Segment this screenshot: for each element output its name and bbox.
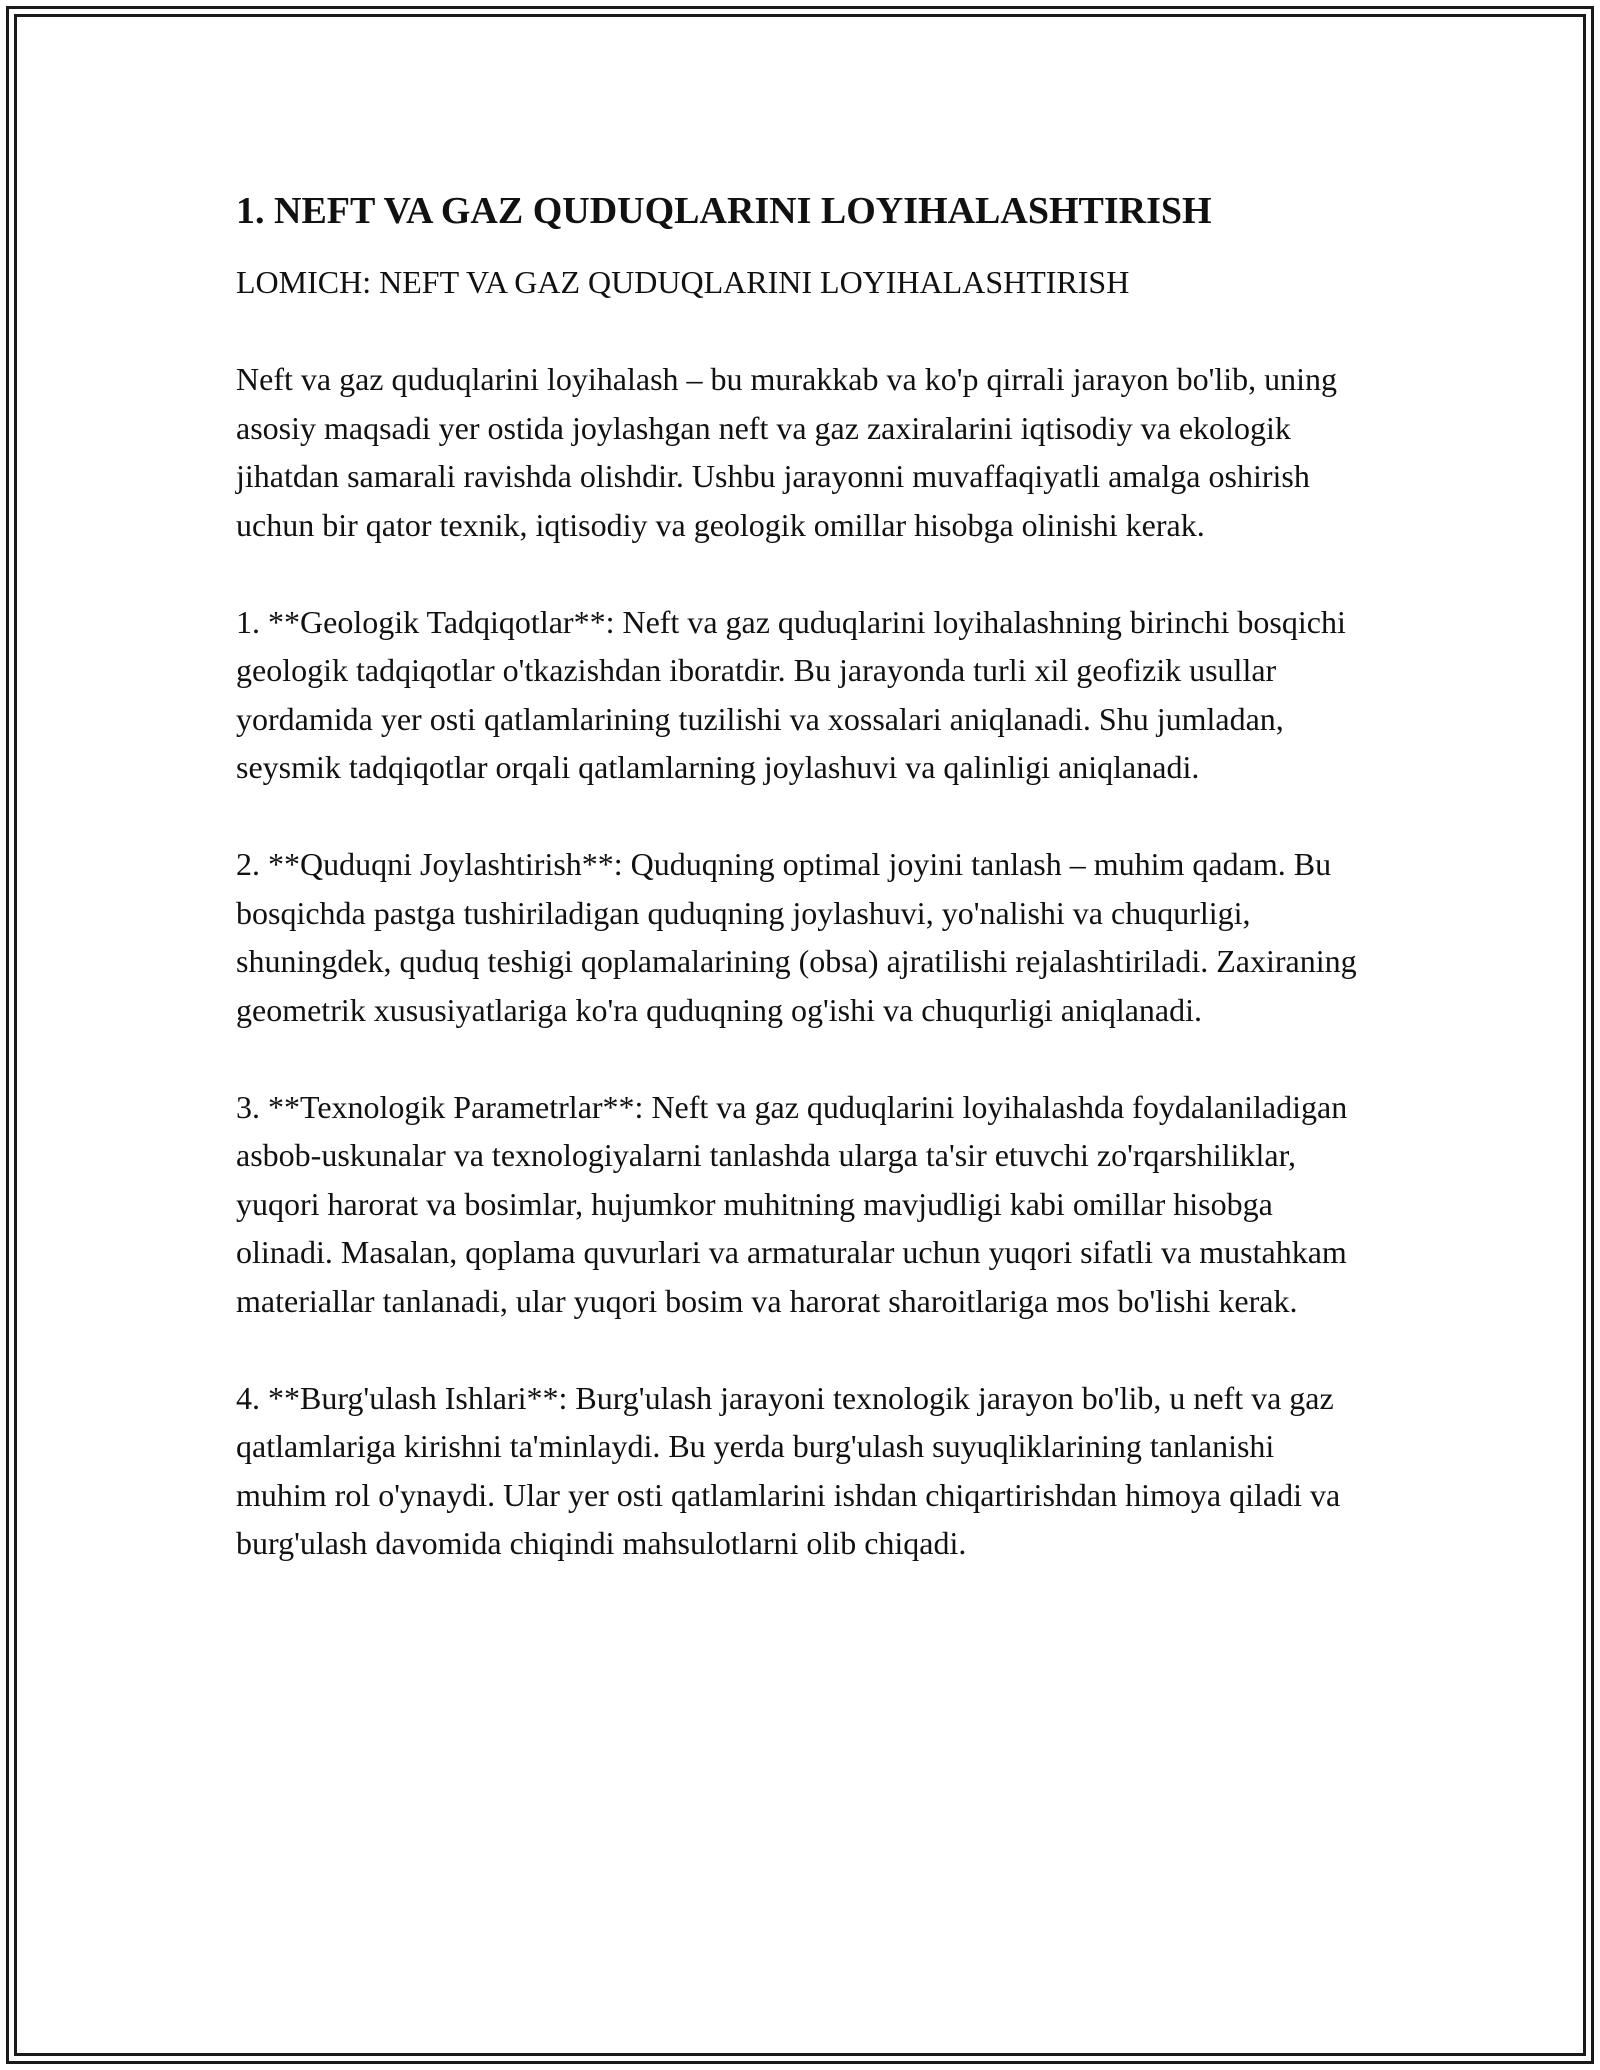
paragraph-burgulash-ishlari: 4. **Burg'ulash Ishlari**: Burg'ulash jarayoni texnologik jarayon bo'lib, u neft va gaz qatlamlariga kirishni ta'minlaydi. Bu yerda burg'ulash suyuqliklarining tanlanishi muhim rol o'ynaydi. Ular yer osti qatlamlarini ishdan chiqartirishdan himoya qiladi va burg'ulash davomida chiqindi mahsulotlarni olib chiqadi. <box>236 1379 1341 1561</box>
paragraph-quduqni-joylashtirish: 2. **Quduqni Joylashtirish**: Quduqning optimal joyini tanlash – muhim qadam. Bu bosqichda pastga tushiriladigan quduqning joylashuvi, yo'nalishi va chuqurligi, shuningdek, quduq teshigi qoplamalarining (obsa) ajratilishi rejalashtiriladi. Zaxiraning geometrik xususiyatlariga ko'ra quduqning og'ishi va chuqurligi aniqlanadi. <box>236 846 1357 1028</box>
intro-paragraph: Neft va gaz quduqlarini loyihalash – bu murakkab va ko'p qirrali jarayon bo'lib, uning asosiy maqsadi yer ostida joylashgan neft va gaz zaxiralarini iqtisodiy va ekologik jihatdan samarali ravishda olishdir. Ushbu jarayonni muvaffaqiyatli amalga oshirish uchun bir qator texnik, iqtisodiy va geologik omillar hisobga olinishi kerak. <box>236 361 1338 543</box>
paragraph-geologik-tadqiqotlar: 1. **Geologik Tadqiqotlar**: Neft va gaz quduqlarini loyihalashning birinchi bosqichi geologik tadqiqotlar o'tkazishdan iboratdir. Bu jarayonda turli xil geofizik usullar yordamida yer osti qatlamlarining tuzilishi va xossalari aniqlanadi. Shu jumladan, seysmik tadqiqotlar orqali qatlamlarning joylashuvi va qalinligi aniqlanadi. <box>236 603 1346 785</box>
document-title: 1. NEFT VA GAZ QUDUQLARINI LOYIHALASHTIRISH <box>236 190 1212 232</box>
paragraph-texnologik-parametrlar: 3. **Texnologik Parametrlar**: Neft va gaz quduqlarini loyihalashda foydalaniladigan asbob-uskunalar va texnologiyalarni tanlashda ularga ta'sir etuvchi zo'rqarshiliklar, yuqori harorat va bosimlar, hujumkor muhitning mavjudligi kabi omillar hisobga olinadi. Masalan, qoplama quvurlari va armaturalar uchun yuqori sifatli va mustahkam materiallar tanlanadi, ular yuqori bosim va harorat sharoitlariga mos bo'lishi kerak. <box>236 1088 1348 1319</box>
document-subtitle: LOMICH: NEFT VA GAZ QUDUQLARINI LOYIHALASHTIRISH <box>236 264 1130 300</box>
document-body <box>236 186 1366 1568</box>
